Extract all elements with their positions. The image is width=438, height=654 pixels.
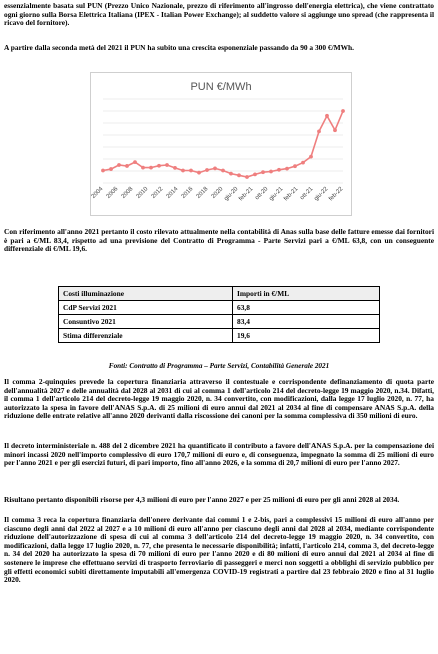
- table-cell-value: 19,6: [233, 329, 380, 343]
- chart-point: [301, 161, 305, 165]
- chart-point: [101, 169, 105, 173]
- chart-tick-label: ott-20: [254, 186, 270, 202]
- chart-point: [117, 163, 121, 167]
- chart-point: [309, 155, 313, 159]
- chart-point: [333, 128, 337, 132]
- chart-tick-label: giu-21: [268, 186, 285, 203]
- chart-tick-label: 2006: [105, 186, 120, 200]
- chart-point: [189, 169, 193, 173]
- chart-point: [125, 164, 129, 168]
- chart-tick-label: 2004: [91, 186, 105, 200]
- chart-tick-label: 2012: [150, 186, 165, 200]
- table-header-row: [59, 287, 380, 301]
- chart-point: [173, 166, 177, 170]
- chart-tick-label: feb-21: [238, 186, 255, 203]
- chart-tick-label: feb-21: [283, 186, 300, 203]
- table-row: [59, 315, 380, 329]
- paragraph-decreto-488: Il decreto interministeriale n. 488 del 2 dicembre 2021 ha quantificato il contributo a favore dell'ANAS S.p.A. per la compensazione dei minori incassi 2020 nell'importo complessivo di euro 170,7 milioni di euro e, di conseguenza, impegnato la somma di 25 milioni di euro per l'anno 2021 e per gli esercizi futuri, di pari importo, fino all'anno 2026, e la somma di 20,7 milioni di euro per l'anno 2027.: [4, 441, 434, 468]
- chart-tick-label: 2014: [165, 186, 180, 200]
- chart-point: [277, 168, 281, 172]
- chart-tick-label: 2016: [180, 186, 195, 200]
- paragraph-costo-2021: Con riferimento all'anno 2021 pertanto il costo rilevato attualmente nella contabilità di Anas sulla base delle fatture emesse dai fornitori è pari a €/ML 83,4, rispetto ad una previsione del Contratto di Programma - Parte Servizi pari a €/ML 63,8, con un conseguente differenziale di €/ML 19,6.: [4, 227, 434, 254]
- chart-series-line: [103, 111, 343, 177]
- costs-table: [58, 286, 380, 343]
- chart-point: [213, 166, 217, 170]
- table-row: [59, 301, 380, 315]
- chart-tick-label: 2020: [210, 186, 225, 200]
- chart-tick-label: giu-22: [313, 186, 330, 203]
- chart-tick-label: 2018: [195, 186, 210, 200]
- chart-point: [157, 164, 161, 168]
- table-row: [59, 329, 380, 343]
- table-header-cell: Importi in €/ML: [233, 287, 380, 301]
- chart-point: [181, 169, 185, 173]
- table-header-cell: Costi illuminazione: [59, 287, 233, 301]
- paragraph-risorse-disponibili: Risultano pertanto disponibili risorse per 4,3 milioni di euro per l'anno 2027 e per 25 milioni di euro per gli anni 2028 al 2034.: [4, 495, 400, 504]
- table-source-note: Fonti: Contratto di Programma – Parte Servizi, Contabilità Generale 2021: [108, 362, 330, 370]
- chart-point: [341, 109, 345, 113]
- chart-point: [165, 163, 169, 167]
- table-cell-value: 63,8: [233, 301, 380, 315]
- table-cell-label: CdP Servizi 2021: [59, 301, 233, 315]
- pun-chart-svg: [91, 73, 351, 215]
- chart-tick-label: feb-22: [328, 186, 345, 203]
- chart-point: [197, 171, 201, 175]
- chart-point: [205, 168, 209, 172]
- chart-tick-label: ott-21: [299, 186, 315, 202]
- chart-point: [261, 170, 265, 174]
- paragraph-pun-intro: essenzialmente basata sul PUN (Prezzo Unico Nazionale, prezzo di riferimento all'ingrosso dell'energia elettrica), che viene contrattato ogni giorno sulla Borsa Elettrica Italiana (IPEX - Italian Power Exchange); al suddetto valore si aggiunge uno spread (che rappresenta il ricavo del fornitore).: [4, 1, 434, 28]
- chart-tick-label: 2008: [120, 186, 135, 200]
- paragraph-comma-2-quinquies: Il comma 2-quinquies prevede la copertura finanziaria attraverso il contestuale e corrispondente definanziamento di quota parte dell'annualità 2027 e delle annualità dal 2028 al 2031 di cui al comma 1 dell'articolo 214 del decreto-legge 19 maggio 2020, n.34. Difatti, il comma 1 dell'articolo 214 del decreto-legge 19 maggio 2020, n. 34 convertito, con modificazioni, dalla legge 17 luglio 2020, n. 77, ha autorizzato la spesa in favore dell'ANAS S.p.A. di 25 milioni di euro annui dal 2021 al 2034 al fine di compensare ANAS S.p.A. della riduzione delle entrate relative all'anno 2020 derivanti dalla riscossione dei canoni per la somma complessiva di 350 milioni di euro.: [4, 377, 434, 421]
- chart-point: [109, 167, 113, 171]
- chart-point: [293, 164, 297, 168]
- chart-tick-label: 2010: [135, 186, 150, 200]
- chart-point: [133, 160, 137, 164]
- chart-point: [229, 172, 233, 176]
- chart-tick-label: giu-20: [223, 186, 240, 203]
- chart-title: PUN €/MWh: [190, 81, 252, 93]
- chart-point: [149, 166, 153, 170]
- chart-point: [325, 114, 329, 118]
- paragraph-pun-growth: A partire dalla seconda metà del 2021 il PUN ha subito una crescita esponenziale passando da 90 a 300 €/MWh.: [4, 43, 354, 52]
- chart-point: [317, 130, 321, 134]
- chart-point: [285, 167, 289, 171]
- chart-point: [245, 175, 249, 179]
- chart-point: [237, 173, 241, 177]
- pun-chart: [90, 72, 352, 216]
- chart-point: [141, 166, 145, 170]
- chart-point: [253, 172, 257, 176]
- chart-point: [221, 169, 225, 173]
- table-cell-label: Consuntivo 2021: [59, 315, 233, 329]
- paragraph-comma-3: Il comma 3 reca la copertura finanziaria dell'onere derivante dai commi 1 e 2-bis, pari a complessivi 15 milioni di euro all'anno per ciascuno degli anni dal 2022 al 2027 e a 10 milioni di euro all'anno per ciascuno degli anni dal 2028 al 2034, mediante corrispondente riduzione dell'autorizzazione di spesa di cui al comma 3 dell'articolo 214 del decreto-legge 19 maggio 2020, n. 34 convertito, con modificazioni, dalla legge 17 luglio 2020, n. 77, che presenta le necessarie disponibilità; infatti, l'articolo 214, comma 3, del decreto-legge n. 34 del 2020 ha autorizzato la spesa di 70 milioni di euro per l'anno 2020 e di 80 milioni di euro annui dal 2021 al 2034 al fine di sostenere le imprese che effettuano servizi di trasporto ferroviario di passeggeri e merci non soggetti a obblighi di servizio pubblico per gli effetti economici subiti direttamente imputabili all'emergenza COVID-19 registrati a partire dal 23 febbraio 2020 e fino al 31 luglio 2020.: [4, 515, 434, 585]
- chart-point: [269, 170, 273, 174]
- table-cell-label: Stima differenziale: [59, 329, 233, 343]
- table-cell-value: 83,4: [233, 315, 380, 329]
